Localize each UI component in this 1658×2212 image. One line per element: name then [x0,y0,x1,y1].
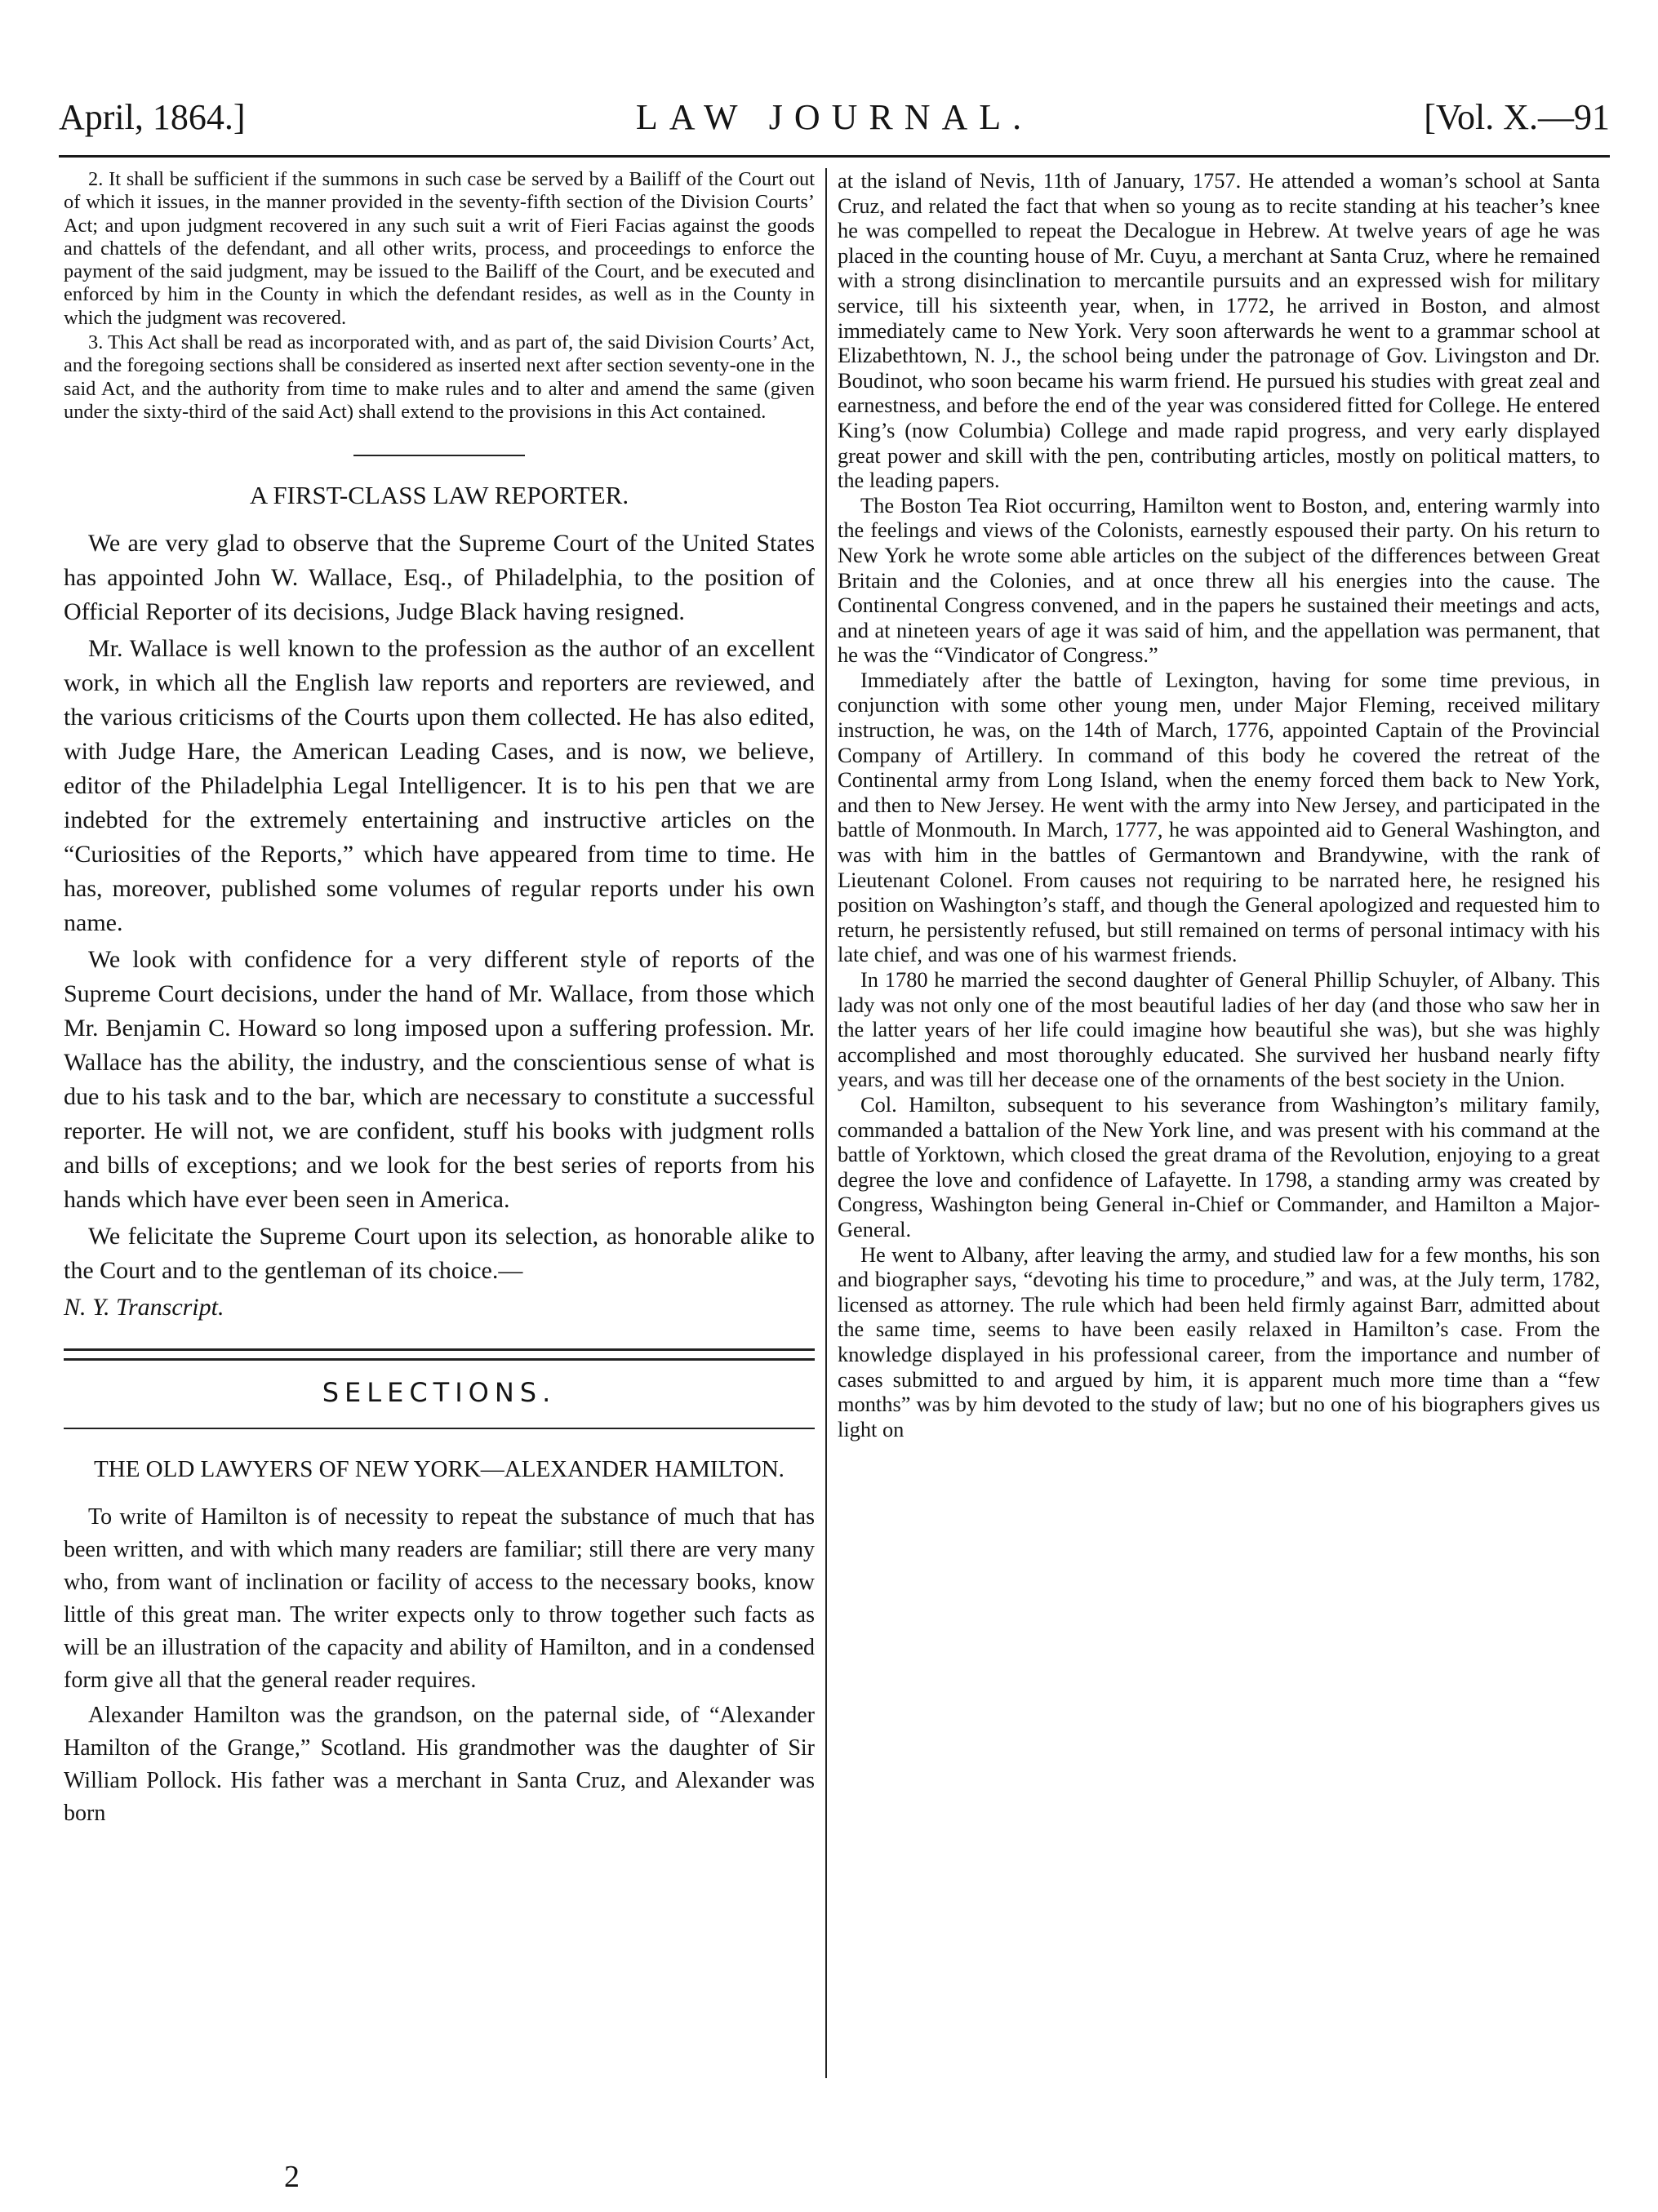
article-paragraph: Immediately after the battle of Lexington, having for some time previous, in conjunction with some other young men, under Major Fleming, received military instruction, he was, on the 14th of March, 1776, appointed Captain of the Provincial Company of Artillery. In command of this body he covered the retreat of the Continental army from Long Island, when the enemy forced them back to New York, and then to New Jersey. He went with the army into New Jersey, and participated in the battle of Monmouth. In March, 1777, he was appointed aid to General Washington, and was with him in the battles of Germantown and Brandywine, with the rank of Lieutenant Colonel. From causes not requiring to be narrated here, he resigned his position on Washington’s staff, and though the General apologized and requested him to return, he persistently refused, but still remained on terms of personal intimacy with his late chief, and was one of his warmest friends. [838,667,1600,967]
column-divider [825,168,827,2078]
article-paragraph: Alexander Hamilton was the grandson, on the paternal side, of “Alexander Hamilton of the Grange,” Scotland. His grandmother was the daughter of Sir William Pollock. His father was a merchant in Santa Cruz, and Alexander was born [64,1703,815,1827]
running-header [59,96,1610,145]
article-paragraph: The Boston Tea Riot occurring, Hamilton went to Boston, and, entering warmly into the feelings and views of the Colonists, earnestly espoused their party. On his return to New York he wrote some able articles on the subject of the differences between Great Britain and the Colonies, and at once threw all his energies into the cause. The Continental Congress convened, and in the papers he sustained their meetings and acts, and at nineteen years of age it was said of him, and the appellation was permanent, that he was the “Vindicator of Congress.” [838,492,1600,668]
right-column [838,168,1600,1441]
selections-underline [64,1428,815,1429]
article-paragraph: To write of Hamilton is of necessity to repeat the substance of much that has been written, and with which many readers are familiar; still there are very many who, from want of inclination or facility of access to the necessary books, know little of this great man. The writer expects only to throw together such facts as will be an illustration of the capacity and ability of Hamilton, and in a condensed form give all that the general reader requires. [64,1504,815,1694]
reporter-paragraph: We are very glad to observe that the Supreme Court of the United States has appointed John W. Wallace, Esq., of Philadelphia, to the position of Official Reporter of its decisions, Judge Black having resigned. [64,530,815,626]
page-number: 2 [284,2160,300,2194]
journal-title: LAW JOURNAL. [635,97,1033,137]
left-column [64,168,815,1832]
statute-section-3: 3. This Act shall be read as incorporated with, and as part of, the said Division Courts’ Act, and the foregoing sections shall be considered as inserted next after section seventy-one in the said Act, and the authority from time to make rules and to alter and amend the same (given under the sixty-third of the said Act) shall extend to the provisions in this Act contained. [64,331,815,423]
article-paragraph: He went to Albany, after leaving the army, and studied law for a few months, his son and biographer says, “devoting his time to procedure,” and was, at the July term, 1782, licensed as attorney. The rule which had been held firmly against Barr, admitted about the same time, seems to have been easily relaxed in Hamilton’s case. From the knowledge displayed in his professional career, from the importance and number of cases submitted to and argued by him, it is apparent much more time than a “few months” was by him devoted to the study of law; but no one of his biographers gives us light on [838,1241,1600,1441]
section-rule [353,455,525,456]
reporter-paragraph: We look with confidence for a very different style of reports of the Supreme Court decisions, under the hand of Mr. Wallace, from those which Mr. Benjamin C. Howard so long imposed upon a suffering profession. Mr. Wallace has the ability, the industry, and the conscientious sense of what is due to his task and to the bar, which are necessary to constitute a successful reporter. He will not, we are confident, stuff his books with judgment rolls and bills of exceptions; and we look for the best series of reports from his hands which have ever been seen in America. [64,946,815,1214]
selections-rule [64,1348,815,1361]
header-rule [59,155,1610,158]
reporter-paragraph: We felicitate the Supreme Court upon its selection, as honorable alike to the Court and to the gentleman of its choice.— [64,1223,815,1285]
header-volume: [Vol. X.—91 [1424,97,1610,137]
article-paragraph: In 1780 he married the second daughter of General Phillip Schuyler, of Albany. This lady was not only one of the most beautiful ladies of her day (and those who saw her in the latter years of her life could imagine how beautiful she was), but she was highly accomplished and most thoroughly educated. She survived her husband nearly fifty years, and was till her decease one of the ornaments of the best society in the Union. [838,967,1600,1092]
selections-heading: SELECTIONS. [322,1377,557,1409]
header-date: April, 1864.] [59,97,246,137]
statute-section-2: 2. It shall be sufficient if the summons in such case be served by a Bailiff of the Court out of which it issues, in the manner provided in the seventy-fifth section of the Division Courts’ Act; and upon judgment recovered in any such suit a writ of Fieri Facias against the goods and chattels of the defendant, and all other writs, process, and proceedings to enforce the payment of the said judgment, may be issued to the Bailiff of the Court, and be executed and enforced by him in the County in which the defendant resides, as well as in the County in which the judgment was recovered. [64,168,815,329]
article-paragraph: at the island of Nevis, 11th of January, 1757. He attended a woman’s school at Santa Cruz, and related the fact that when so young as to recite standing at his teacher’s knee he was compelled to repeat the Decalogue in Hebrew. At twelve years of age he was placed in the counting house of Mr. Cuyu, a merchant at Santa Cruz, where he remained with a strong disinclination to mercantile pursuits and an expressed wish for military service, till his sixteenth year, when, in 1772, he arrived in Boston, and almost immediately came to New York. Very soon afterwards he went to a grammar school at Elizabethtown, N. J., the school being under the patronage of Gov. Livingston and Dr. Boudinot, who soon became his warm friend. He pursued his studies with great zeal and earnestness, and before the end of the year was considered fitted for College. He entered King’s (now Columbia) College and made rapid progress, and very early displayed great power and skill with the pen, contributing articles, mostly on political matters, to the leading papers. [838,168,1600,493]
reporter-paragraph: Mr. Wallace is well known to the profession as the author of an excellent work, in which all the English law reports and reporters are reviewed, and the various criticisms of the Courts upon them collected. He has also edited, with Judge Hare, the American Leading Cases, and is now, we believe, editor of the Philadelphia Legal Intelligencer. It is to his pen that we are indebted for the extremely entertaining and instructive articles on the “Curiosities of the Reports,” which have appeared from time to time. He has, moreover, published some volumes of regular reports under his own name. [64,635,815,937]
reporter-heading: A FIRST-CLASS LAW REPORTER. [249,481,629,510]
reporter-source: N. Y. Transcript. [64,1294,224,1321]
article-title: THE OLD LAWYERS OF NEW YORK—ALEXANDER HAMILTON. [94,1456,785,1483]
article-paragraph: Col. Hamilton, subsequent to his severance from Washington’s military family, commanded a battalion of the New York line, and was present with his command at the battle of Yorktown, which closed the great drama of the Revolution, enjoying to a great degree the love and confidence of Lafayette. In 1798, a standing army was created by Congress, Washington being General in-Chief or Commander, and Hamilton a Major-General. [838,1091,1600,1241]
